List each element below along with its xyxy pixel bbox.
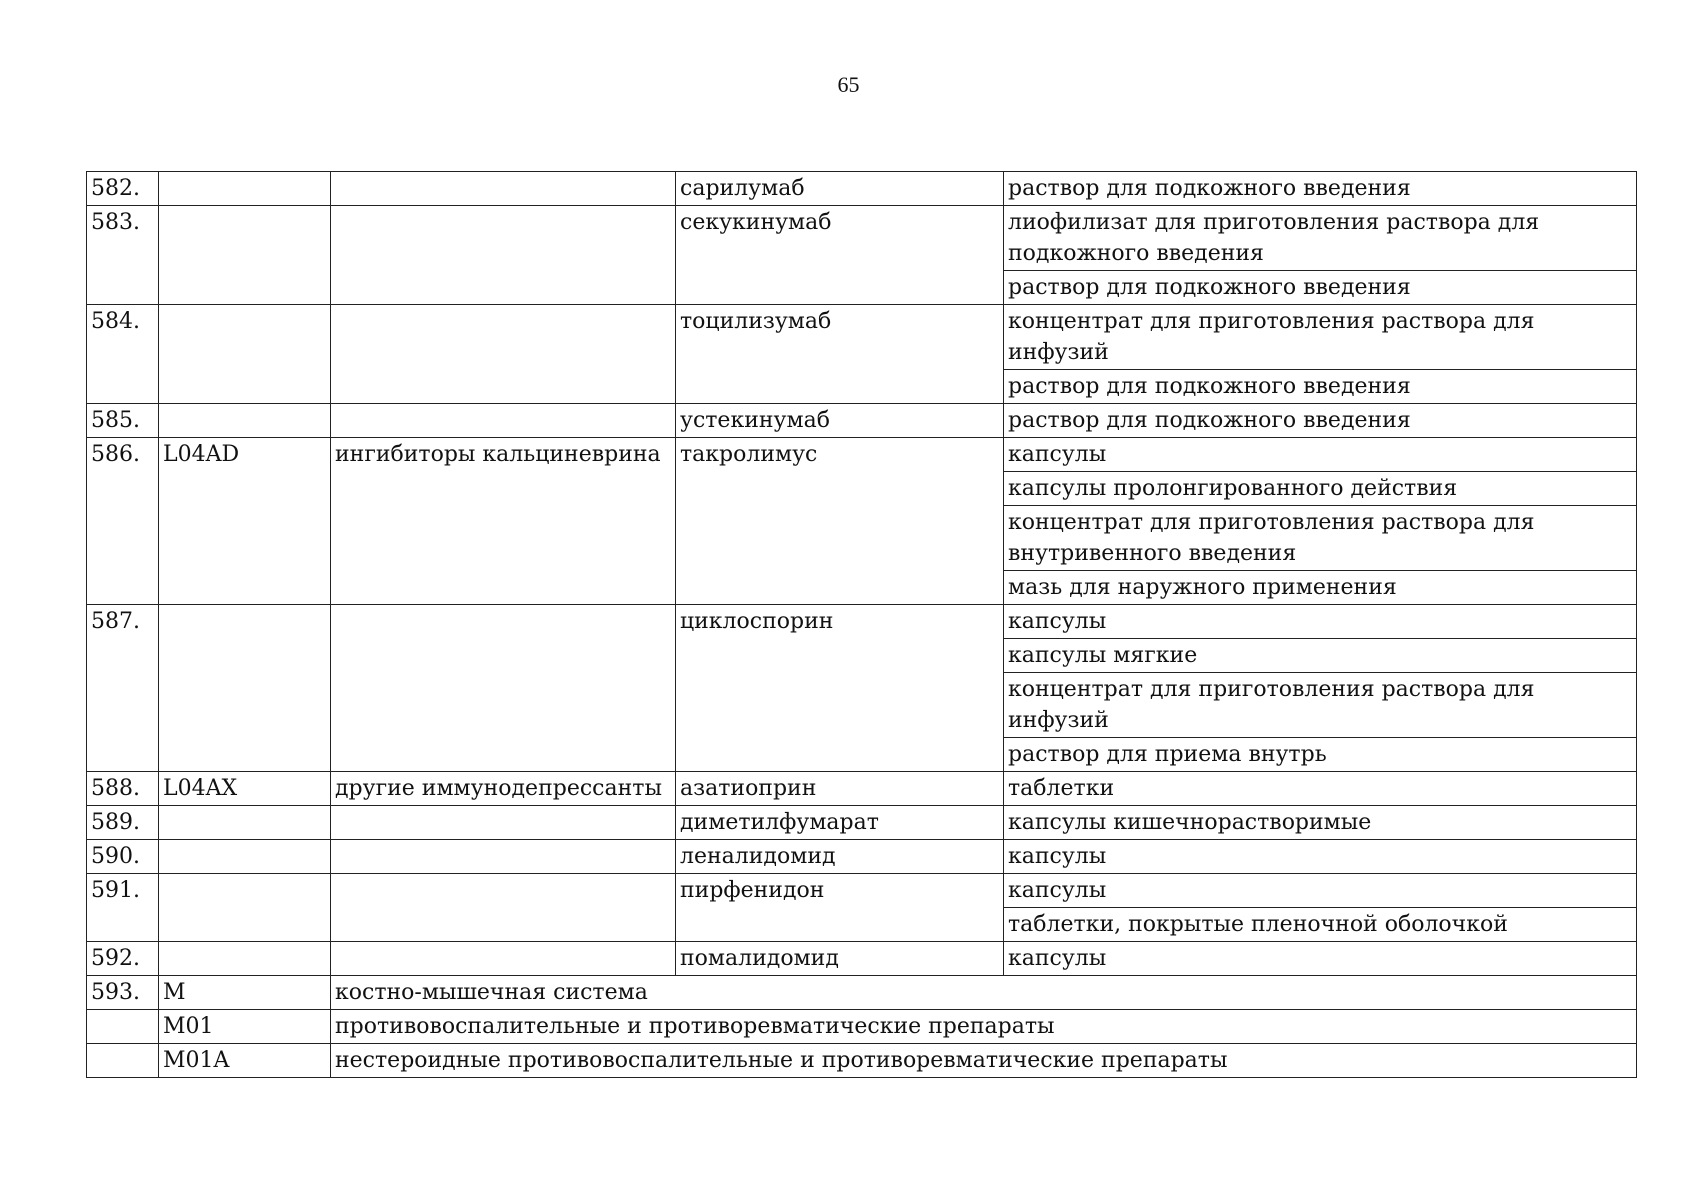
dosage-form-cell: концентрат для приготовления раствора для внутривенного введения [1004, 506, 1637, 571]
table-row [87, 404, 1637, 438]
drug-name-cell: такролимус [676, 438, 1004, 605]
table-row [87, 772, 1637, 806]
page-number: 65 [837, 72, 860, 97]
row-number-cell: 589. [87, 806, 159, 840]
row-number-cell: 588. [87, 772, 159, 806]
atc-code-cell [159, 874, 331, 942]
table-row [87, 172, 1637, 206]
atc-group-cell [331, 206, 676, 305]
dosage-form-cell: таблетки [1004, 772, 1637, 806]
row-number-cell: 586. [87, 438, 159, 605]
dosage-form-cell: капсулы [1004, 942, 1637, 976]
row-number-cell [87, 1044, 159, 1078]
atc-code-cell [159, 840, 331, 874]
row-number-cell: 582. [87, 172, 159, 206]
row-number-cell: 593. [87, 976, 159, 1010]
row-number-cell: 591. [87, 874, 159, 942]
atc-code-cell [159, 404, 331, 438]
dosage-form-cell: концентрат для приготовления раствора для инфузий [1004, 673, 1637, 738]
dosage-form-cell: таблетки, покрытые пленочной оболочкой [1004, 908, 1637, 942]
dosage-form-cell: раствор для подкожного введения [1004, 404, 1637, 438]
table-row [87, 605, 1637, 639]
dosage-form-cell: мазь для наружного применения [1004, 571, 1637, 605]
dosage-form-cell: лиофилизат для приготовления раствора для подкожного введения [1004, 206, 1637, 271]
atc-code-cell [159, 206, 331, 305]
dosage-form-cell: раствор для подкожного введения [1004, 370, 1637, 404]
dosage-form-cell: капсулы [1004, 438, 1637, 472]
medication-table [86, 171, 1637, 1078]
drug-name-cell: секукинумаб [676, 206, 1004, 305]
drug-name-cell: пирфенидон [676, 874, 1004, 942]
atc-group-cell [331, 605, 676, 772]
atc-group-cell [331, 942, 676, 976]
group-row [87, 976, 1637, 1010]
atc-code-cell: M01 [159, 1010, 331, 1044]
table-row [87, 206, 1637, 271]
dosage-form-cell: капсулы кишечнорастворимые [1004, 806, 1637, 840]
row-number-cell: 587. [87, 605, 159, 772]
table-row [87, 942, 1637, 976]
drug-name-cell: помалидомид [676, 942, 1004, 976]
group-row [87, 1044, 1637, 1078]
atc-group-cell [331, 305, 676, 404]
atc-group-cell [331, 874, 676, 942]
atc-code-cell: L04AX [159, 772, 331, 806]
dosage-form-cell: капсулы [1004, 605, 1637, 639]
atc-group-cell [331, 172, 676, 206]
drug-name-cell: леналидомид [676, 840, 1004, 874]
drug-name-cell: циклоспорин [676, 605, 1004, 772]
atc-code-cell: M [159, 976, 331, 1010]
atc-code-cell [159, 806, 331, 840]
atc-group-cell [331, 806, 676, 840]
atc-group-cell: костно-мышечная система [331, 976, 1637, 1010]
atc-group-cell [331, 404, 676, 438]
atc-group-cell: другие иммунодепрессанты [331, 772, 676, 806]
drug-name-cell: диметилфумарат [676, 806, 1004, 840]
atc-group-cell: ингибиторы кальциневрина [331, 438, 676, 605]
drug-name-cell: устекинумаб [676, 404, 1004, 438]
drug-name-cell: азатиоприн [676, 772, 1004, 806]
atc-code-cell [159, 172, 331, 206]
drug-name-cell: тоцилизумаб [676, 305, 1004, 404]
atc-code-cell: M01A [159, 1044, 331, 1078]
dosage-form-cell: концентрат для приготовления раствора для инфузий [1004, 305, 1637, 370]
atc-code-cell [159, 605, 331, 772]
atc-group-cell: нестероидные противовоспалительные и противоревматические препараты [331, 1044, 1637, 1078]
group-row [87, 1010, 1637, 1044]
dosage-form-cell: раствор для подкожного введения [1004, 172, 1637, 206]
atc-code-cell [159, 305, 331, 404]
drug-name-cell: сарилумаб [676, 172, 1004, 206]
table-row [87, 806, 1637, 840]
table-row [87, 305, 1637, 370]
row-number-cell: 584. [87, 305, 159, 404]
table-row [87, 438, 1637, 472]
table-row [87, 840, 1637, 874]
row-number-cell: 590. [87, 840, 159, 874]
atc-group-cell: противовоспалительные и противоревматические препараты [331, 1010, 1637, 1044]
row-number-cell: 585. [87, 404, 159, 438]
dosage-form-cell: капсулы [1004, 874, 1637, 908]
dosage-form-cell: раствор для приема внутрь [1004, 738, 1637, 772]
atc-group-cell [331, 840, 676, 874]
row-number-cell [87, 1010, 159, 1044]
dosage-form-cell: капсулы мягкие [1004, 639, 1637, 673]
dosage-form-cell: капсулы пролонгированного действия [1004, 472, 1637, 506]
dosage-form-cell: капсулы [1004, 840, 1637, 874]
dosage-form-cell: раствор для подкожного введения [1004, 271, 1637, 305]
row-number-cell: 592. [87, 942, 159, 976]
table-row [87, 874, 1637, 908]
atc-code-cell [159, 942, 331, 976]
table-body [87, 172, 1637, 1078]
row-number-cell: 583. [87, 206, 159, 305]
atc-code-cell: L04AD [159, 438, 331, 605]
